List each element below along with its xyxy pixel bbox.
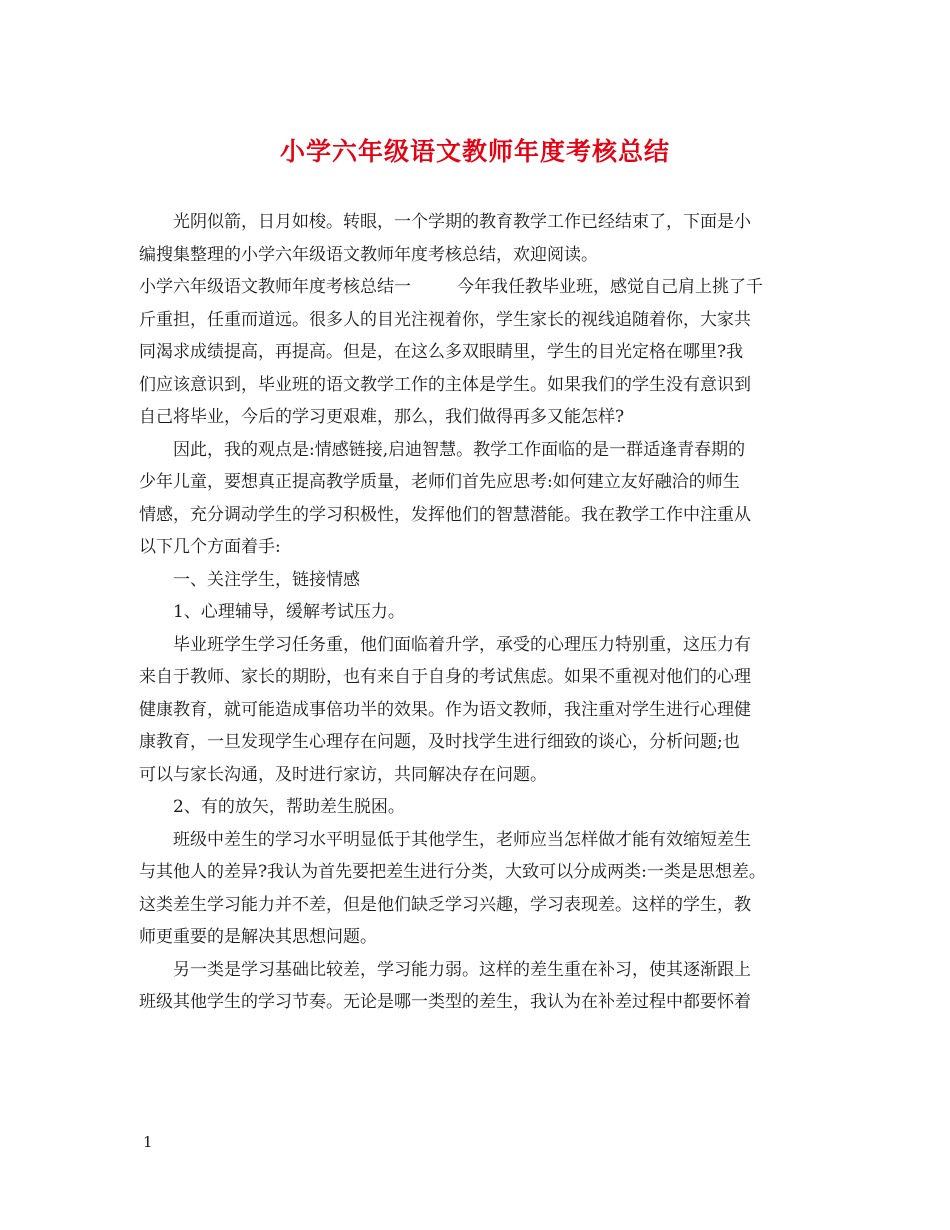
text-line: 康教育，一旦发现学生心理存在问题，及时找学生进行细致的谈心，分析问题;也 [139, 732, 740, 752]
text-line: 毕业班学生学习任务重，他们面临着升学，承受的心理压力特别重，这压力有 [173, 634, 751, 655]
text-line: 情感，充分调动学生的学习积极性，发挥他们的智慧潜能。我在教学工作中注重从 [139, 504, 751, 525]
text-line: 另一类是学习基础比较差，学习能力弱。这样的差生重在补习，使其逐渐跟上 [173, 959, 751, 980]
section-heading: 小学六年级语文教师年度考核总结一 [139, 277, 411, 297]
document-body [139, 206, 819, 1019]
text-line: 1、心理辅导，缓解考试压力。 [173, 602, 405, 622]
text-line: 斤重担，任重而道远。很多人的目光注视着你，学生家长的视线追随着你，大家共 [139, 309, 751, 330]
text-line: 这类差生学习能力并不差，但是他们缺乏学习兴趣，学习表现差。这样的学生，教 [139, 894, 751, 915]
text-line: 光阴似箭，日月如梭。转眼，一个学期的教育教学工作已经结束了，下面是小 [173, 212, 751, 232]
page-number: 1 [143, 1133, 153, 1151]
text-line: 自己将毕业，今后的学习更艰难，那么，我们做得再多又能怎样? [139, 407, 625, 427]
text-line: 与其他人的差异?我认为首先要把差生进行分类，大致可以分成两类:一类是思想差。 [139, 862, 766, 882]
text-line: 以下几个方面着手: [139, 537, 281, 557]
document-title: 小学六年级语文教师年度考核总结 [279, 137, 670, 166]
text-line: 因此，我的观点是:情感链接,启迪智慧。教学工作面临的是一群适逢青春期的 [173, 439, 746, 460]
text-line: 同渴求成绩提高，再提高。但是，在这么多双眼睛里，学生的目光定格在哪里?我 [139, 342, 744, 362]
text-line: 一、关注学生，链接情感 [173, 569, 360, 590]
text-line: 们应该意识到，毕业班的语文教学工作的主体是学生。如果我们的学生没有意识到 [139, 374, 751, 395]
text-line: 来自于教师、家长的期盼，也有来自于自身的考试焦虑。如果不重视对他们的心理 [139, 667, 751, 687]
text-segment: 今年我任教毕业班，感觉自己肩上挑了千 [457, 277, 763, 297]
text-line: 少年儿童，要想真正提高教学质量，老师们首先应思考:如何建立友好融洽的师生 [139, 472, 740, 492]
text-line: 班级中差生的学习水平明显低于其他学生，老师应当怎样做才能有效缩短差生 [173, 829, 751, 850]
text-line: 健康教育，就可能造成事倍功半的效果。作为语文教师，我注重对学生进行心理健 [139, 699, 751, 720]
text-line: 编搜集整理的小学六年级语文教师年度考核总结，欢迎阅读。 [139, 244, 598, 265]
text-line [139, 271, 819, 304]
text-line: 可以与家长沟通，及时进行家访，共同解决存在问题。 [139, 764, 547, 785]
text-line: 2、有的放矢，帮助差生脱困。 [173, 797, 405, 817]
text-line: 班级其他学生的学习节奏。无论是哪一类型的差生，我认为在补差过程中都要怀着 [139, 992, 751, 1012]
text-line: 师更重要的是解决其思想问题。 [139, 927, 377, 947]
